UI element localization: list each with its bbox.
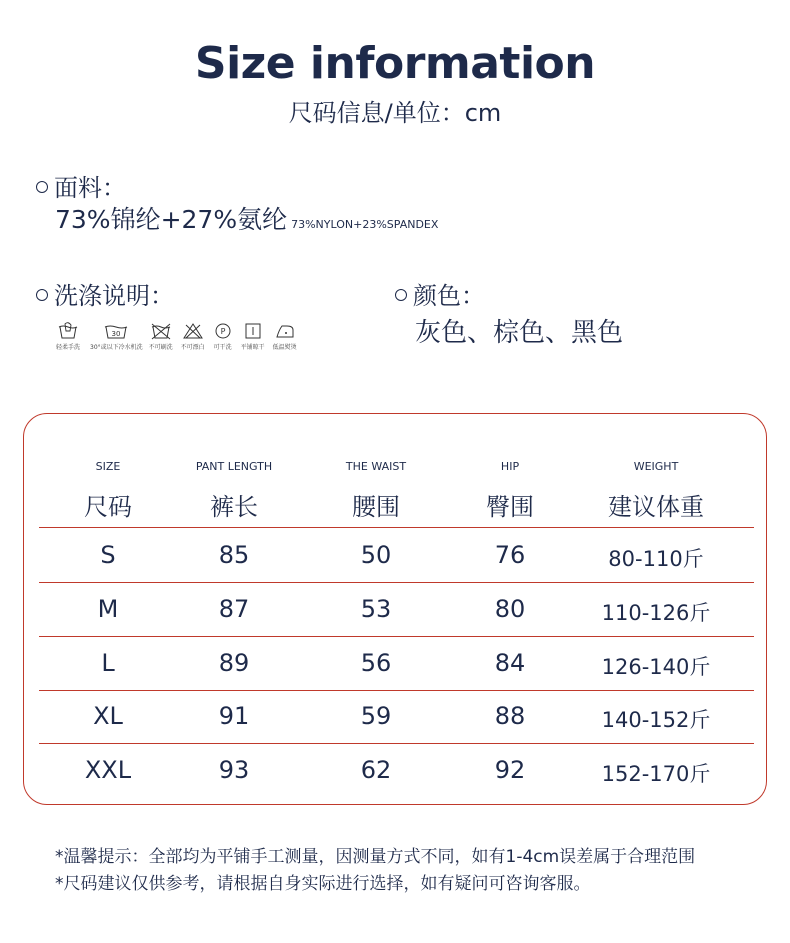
wash-caption: 不可刷洗 <box>148 344 173 351</box>
cell-pant-length: 87 <box>218 595 250 623</box>
cell-weight: 80-110斤 <box>608 547 704 571</box>
hand-wash-icon <box>50 322 86 340</box>
cell-size: M <box>97 595 119 623</box>
cell-waist: 62 <box>360 756 392 784</box>
row-divider <box>39 636 754 637</box>
cell-waist: 56 <box>360 649 392 677</box>
cell-weight: 110-126斤 <box>601 601 711 625</box>
cell-hip: 88 <box>494 702 526 730</box>
wash-caption: 平铺晾干 <box>240 344 265 351</box>
wash-item <box>211 322 235 351</box>
row-divider <box>39 527 754 528</box>
header-en-weight: WEIGHT <box>633 460 679 473</box>
wash-caption: 可干洗 <box>213 344 232 351</box>
cell-pant-length: 93 <box>218 756 250 784</box>
header-cn-hip: 臀围 <box>486 493 534 521</box>
row-divider <box>39 743 754 744</box>
page-title: Size information <box>194 38 596 89</box>
fabric-value <box>55 200 438 236</box>
cell-pant-length: 89 <box>218 649 250 677</box>
wash-item <box>179 322 207 351</box>
header-en-hip: HIP <box>500 460 520 473</box>
wash-item <box>239 322 267 351</box>
bullet-circle-icon <box>36 289 48 301</box>
header-cn-weight: 建议体重 <box>608 493 704 521</box>
cell-pant-length: 91 <box>218 702 250 730</box>
washing-label: 洗涤说明： <box>54 282 174 310</box>
cell-pant-length: 85 <box>218 541 250 569</box>
cell-size: L <box>101 649 115 677</box>
dry-clean-text: P <box>220 327 226 336</box>
cell-size: XL <box>93 702 123 730</box>
note-size-advice: *尺码建议仅供参考，请根据自身实际进行选择，如有疑问可咨询客服。 <box>55 874 591 894</box>
wash-30-icon <box>94 322 138 340</box>
cell-size: S <box>100 541 116 569</box>
low-iron-icon <box>271 322 299 340</box>
fabric-label: 面料： <box>54 174 126 202</box>
cell-weight: 126-140斤 <box>601 655 711 679</box>
header-cn-size: 尺码 <box>84 493 132 521</box>
page-subtitle: 尺码信息/单位：cm <box>288 99 502 127</box>
no-bleach-triangle-icon <box>179 322 207 340</box>
dry-clean-p-icon <box>211 322 235 340</box>
header-en-pant-length: PANT LENGTH <box>195 460 273 473</box>
colors-value: 灰色、棕色、黑色 <box>415 318 624 348</box>
header-en-size: SIZE <box>95 460 121 473</box>
cell-size: XXL <box>84 756 132 784</box>
bullet-circle-icon <box>395 289 407 301</box>
no-bleach-icon <box>147 322 175 340</box>
wash-caption: 不可漂白 <box>180 344 205 351</box>
bullet-circle-icon <box>36 181 48 193</box>
note-measurement: *温馨提示：全部均为平铺手工测量，因测量方式不同，如有1-4cm误差属于合理范围 <box>55 847 696 867</box>
cell-waist: 50 <box>360 541 392 569</box>
header-cn-pant-length: 裤长 <box>210 493 258 521</box>
washing-section-label <box>36 276 174 311</box>
fabric-value-en: 73%NYLON+23%SPANDEX <box>291 218 439 231</box>
wash-item <box>271 322 299 351</box>
wash-30-text: 30 <box>111 330 121 338</box>
cell-waist: 53 <box>360 595 392 623</box>
wash-caption: 30°或以下冷水机洗 <box>90 344 143 351</box>
wash-caption: 低温熨烫 <box>272 344 297 351</box>
flat-dry-icon <box>239 322 267 340</box>
wash-caption: 轻柔手洗 <box>55 344 80 351</box>
fabric-value-cn: 73%锦纶+27%氨纶 <box>55 205 288 234</box>
cell-hip: 76 <box>494 541 526 569</box>
header-en-waist: THE WAIST <box>345 460 407 473</box>
wash-item <box>147 322 175 351</box>
colors-section-label <box>395 276 485 311</box>
wash-item <box>90 322 143 351</box>
colors-label: 颜色： <box>413 282 485 310</box>
cell-hip: 92 <box>494 756 526 784</box>
cell-weight: 140-152斤 <box>601 708 711 732</box>
row-divider <box>39 582 754 583</box>
wash-icons-row <box>50 322 303 351</box>
header-cn-waist: 腰围 <box>352 493 400 521</box>
cell-hip: 84 <box>494 649 526 677</box>
cell-hip: 80 <box>494 595 526 623</box>
cell-waist: 59 <box>360 702 392 730</box>
cell-weight: 152-170斤 <box>601 762 711 786</box>
wash-item <box>50 322 86 351</box>
fabric-section-label <box>36 168 126 203</box>
row-divider <box>39 690 754 691</box>
